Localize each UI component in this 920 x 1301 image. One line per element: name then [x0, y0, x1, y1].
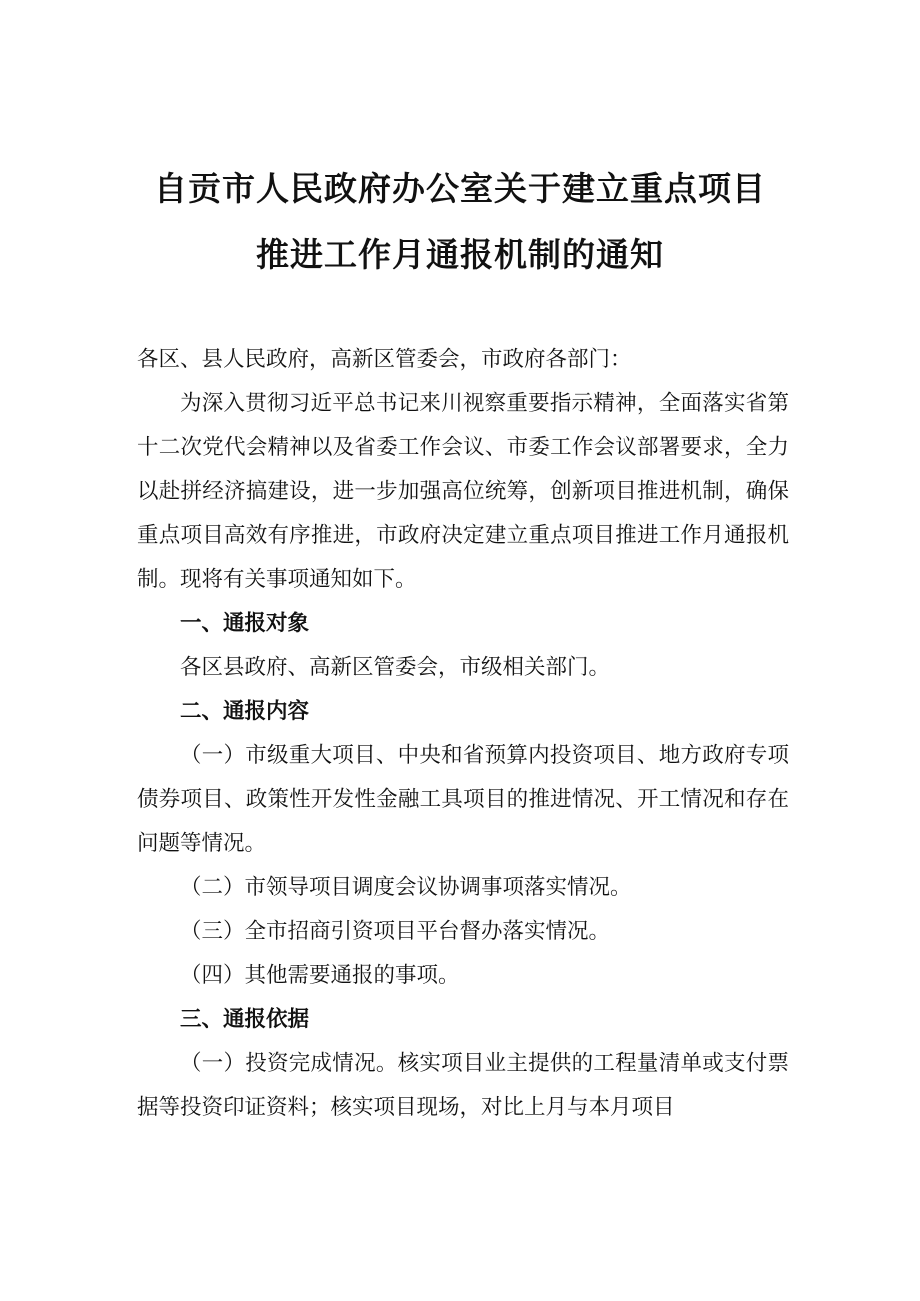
intro-paragraph: 为深入贯彻习近平总书记来川视察重要指示精神，全面落实省第十二次党代会精神以及省委工作会议、市委工作会议部署要求，全力以赴拼经济搞建设，进一步加强高位统筹，创新项目推进机制，确保重点项目高效有序推进，市政府决定建立重点项目推进工作月通报机制。现将有关事项通知如下。 [137, 391, 789, 592]
document-title-line-2: 推进工作月通报机制的通知 [256, 235, 664, 274]
addressee: 各区、县人民政府，高新区管委会，市政府各部门： [137, 347, 632, 372]
section-2-paragraph-4: （四）其他需要通报的事项。 [180, 963, 460, 988]
section-heading-2: 二、通报内容 [180, 699, 310, 724]
document-body [137, 338, 789, 1130]
document-title-line-1: 自贡市人民政府办公室关于建立重点项目 [154, 169, 766, 208]
section-1-paragraph-1: 各区县政府、高新区管委会，市级相关部门。 [180, 655, 611, 680]
section-heading-3: 三、通报依据 [180, 1007, 310, 1032]
section-heading-1: 一、通报对象 [180, 611, 310, 636]
section-2-paragraph-3: （三）全市招商引资项目平台督办落实情况。 [180, 919, 611, 944]
section-2-paragraph-1: （一）市级重大项目、中央和省预算内投资项目、地方政府专项债券项目、政策性开发性金融工具项目的推进情况、开工情况和存在问题等情况。 [137, 743, 789, 856]
section-2-paragraph-2: （二）市领导项目调度会议协调事项落实情况。 [180, 875, 632, 900]
section-3-paragraph-1: （一）投资完成情况。核实项目业主提供的工程量清单或支付票据等投资印证资料；核实项目现场，对比上月与本月项目 [137, 1051, 789, 1120]
